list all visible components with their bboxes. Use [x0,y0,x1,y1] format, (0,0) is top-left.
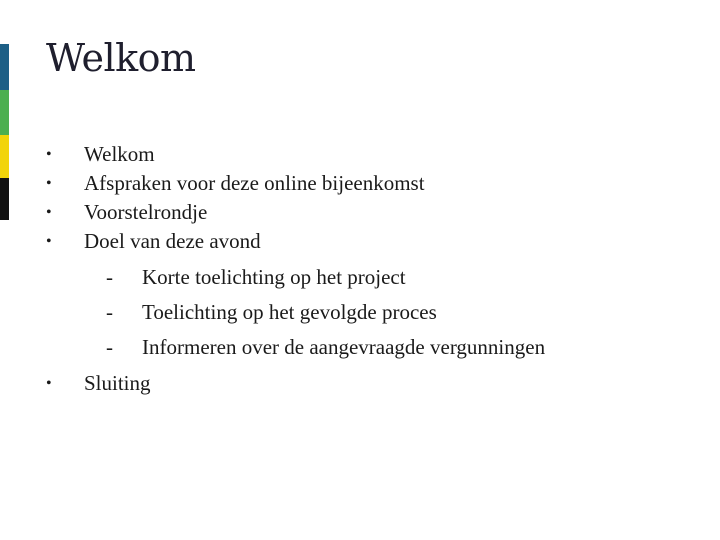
bullet-text-doel: Doel van deze avond [84,229,261,253]
sub-bullet-list [44,260,704,365]
sub-bullet-text: Korte toelichting op het project [142,265,406,289]
sub-bullet-item [44,295,704,330]
accent-segment-yellow [0,135,9,178]
accent-segment-green [0,90,9,135]
bullet-text-sluiting: Sluiting [84,371,151,395]
bullet-item [44,140,704,169]
bullet-symbol: • [46,375,52,392]
slide-content [44,140,704,398]
bullet-text-voorstelrondje: Voorstelrondje [84,200,208,224]
sub-bullet-item [44,330,704,365]
bullet-text-welkom: Welkom [84,142,155,166]
sub-bullet-text: Toelichting op het gevolgde proces [142,300,437,324]
sub-bullet-symbol: - [106,265,113,289]
sub-bullet-symbol: - [106,300,113,324]
accent-segment-black [0,178,9,220]
accent-bar [0,44,9,220]
sub-bullet-item [44,260,704,295]
bullet-symbol: • [46,204,52,221]
bullet-item [44,227,704,256]
bullet-text-afspraken: Afspraken voor deze online bijeenkomst [84,171,425,195]
slide-title: Welkom [46,36,196,80]
bullet-symbol: • [46,175,52,192]
sub-bullet-symbol: - [106,335,113,359]
bullet-item [44,369,704,398]
accent-segment-blue [0,44,9,90]
bullet-item [44,198,704,227]
bullet-item [44,169,704,198]
sub-bullet-text: Informeren over de aangevraagde vergunningen [142,335,546,359]
bullet-symbol: • [46,233,52,250]
bullet-symbol: • [46,146,52,163]
